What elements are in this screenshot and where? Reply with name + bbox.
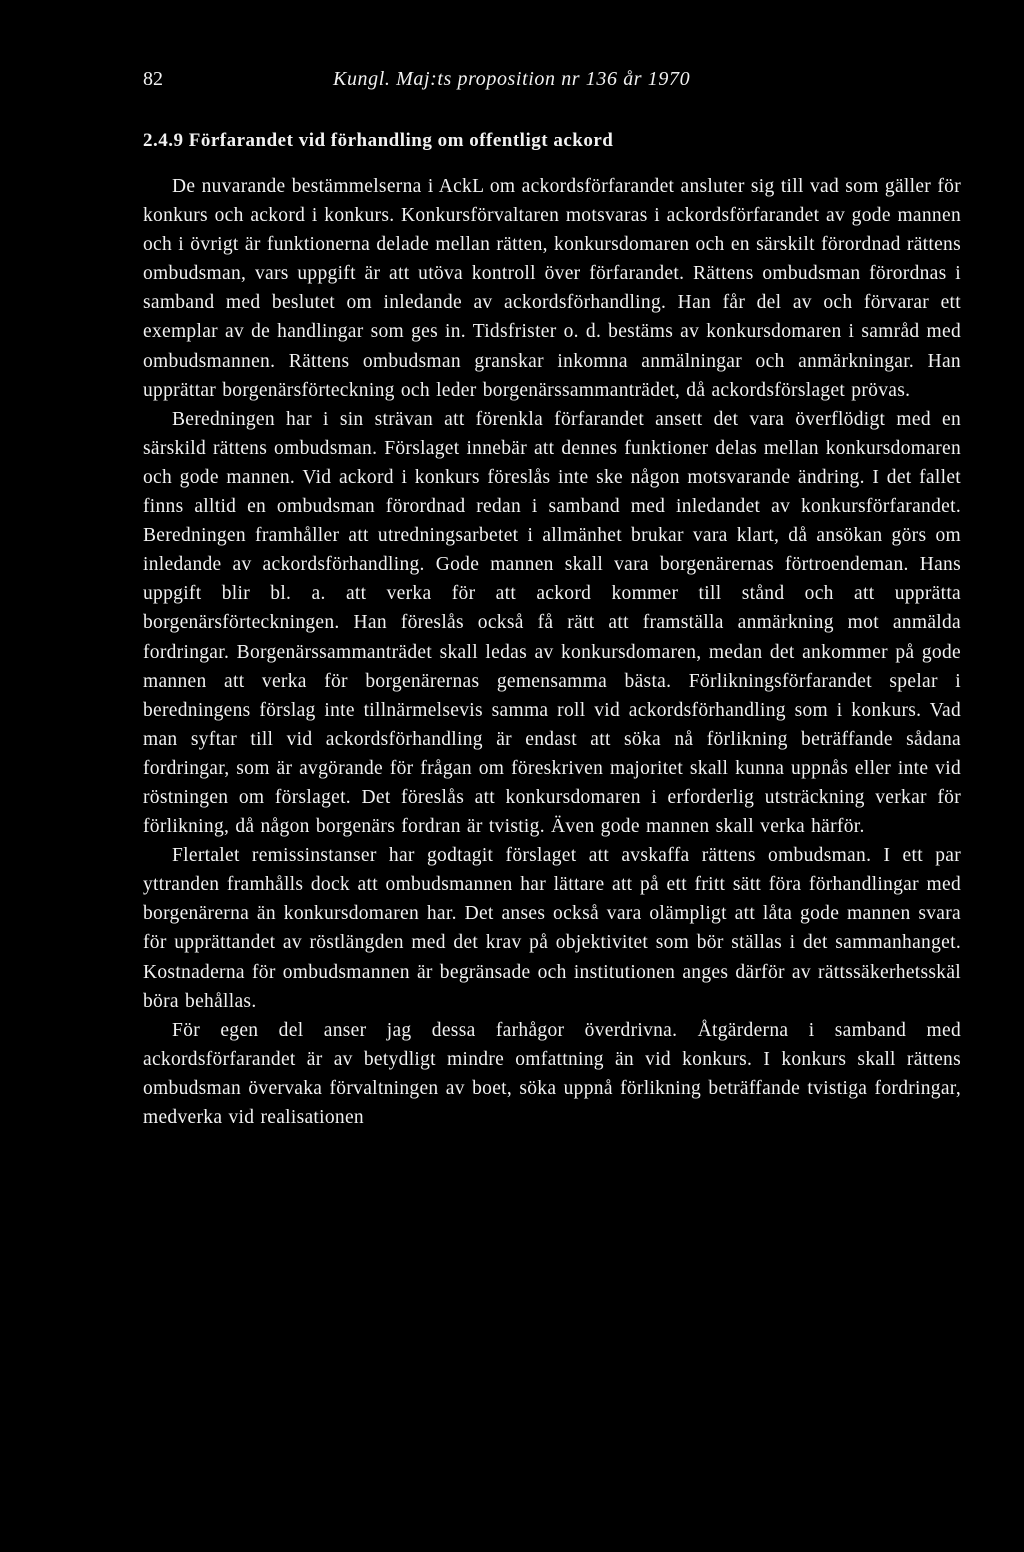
body-text <box>143 172 961 1132</box>
running-head <box>143 68 961 98</box>
paragraph: Flertalet remissinstanser har godtagit förslaget att avskaffa rättens ombudsman. I ett par yttranden framhålls dock att ombudsmannen har lättare att på ett fritt sätt föra förhandlingar med borgenärerna än konkursdomaren har. Det anses också vara olämpligt att låta gode mannen svara för upprättandet av röstlängden med det krav på objektivitet som bör ställas i det sammanhanget. Kostnaderna för ombudsmannen är begränsade och institutionen anges därför av rättssäkerhetsskäl böra behållas. <box>143 845 961 1012</box>
section-heading: 2.4.9 Förfarandet vid förhandling om offentligt ackord <box>143 130 614 151</box>
paragraph: Beredningen har i sin strävan att förenkla förfarandet ansett det vara överflödigt med en särskild rättens ombudsman. Förslaget innebär att dennes funktioner delas mellan konkursdomaren och gode mannen. Vid ackord i konkurs föreslås inte ske någon motsvarande ändring. I det fallet finns alltid en ombudsman förordnad redan i samband med inledandet av konkursförfarandet. Beredningen framhåller att utredningsarbetet i allmänhet brukar vara klart, då ansökan görs om inledande av ackordsförhandling. Gode mannen skall vara borgenärernas förtroendeman. Hans uppgift blir bl. a. att verka för att ackord kommer till stånd och att upprätta borgenärsförteckningen. Han föreslås också få rätt att framställa anmärkning mot anmälda fordringar. Borgenärssammanträdet skall ledas av konkursdomaren, medan det ankommer på gode mannen att verka för borgenärernas gemensamma bästa. Förlikningsförfarandet spelar i beredningens förslag inte tillnärmelsevis samma roll vid ackordsförhandling som i konkurs. Vad man syftar till vid ackordsförhandling är endast att söka nå förlikning beträffande sådana fordringar, som är avgörande för frågan om föreskriven majoritet skall kunna uppnås eller inte vid röstningen om förslaget. Det föreslås att konkursdomaren i erforderlig utsträckning verkar för förlikning, då någon borgenärs fordran är tvistig. Även gode mannen skall verka härför. <box>143 408 961 838</box>
page-number: 82 <box>143 68 163 90</box>
publication-title: Kungl. Maj:ts proposition nr 136 år 1970 <box>333 68 691 90</box>
paragraph: De nuvarande bestämmelserna i AckL om ackordsförfarandet ansluter sig till vad som gäller för konkurs och ackord i konkurs. Konkursförvaltaren motsvaras i ackordsförfarandet av gode mannen och i övrigt är funktionerna delade mellan rätten, konkursdomaren och en särskilt förordnad rättens ombudsman, vars uppgift är att utöva kontroll över förfarandet. Rättens ombudsman förordnas i samband med beslutet om inledande av ackordsförhandling. Han får del av och förvarar ett exemplar av de handlingar som ges in. Tidsfrister o. d. bestäms av konkursdomaren i samråd med ombudsmannen. Rättens ombudsman granskar inkomna anmälningar och anmärkningar. Han upprättar borgenärsförteckning och leder borgenärssammanträdet, då ackordsförslaget prövas. <box>143 176 961 401</box>
paragraph: För egen del anser jag dessa farhågor överdrivna. Åtgärderna i samband med ackordsförfarandet är av betydligt mindre omfattning än vid konkurs. I konkurs skall rättens ombudsman övervaka förvaltningen av boet, söka uppnå förlikning beträffande tvistiga fordringar, medverka vid realisationen <box>143 1019 961 1128</box>
